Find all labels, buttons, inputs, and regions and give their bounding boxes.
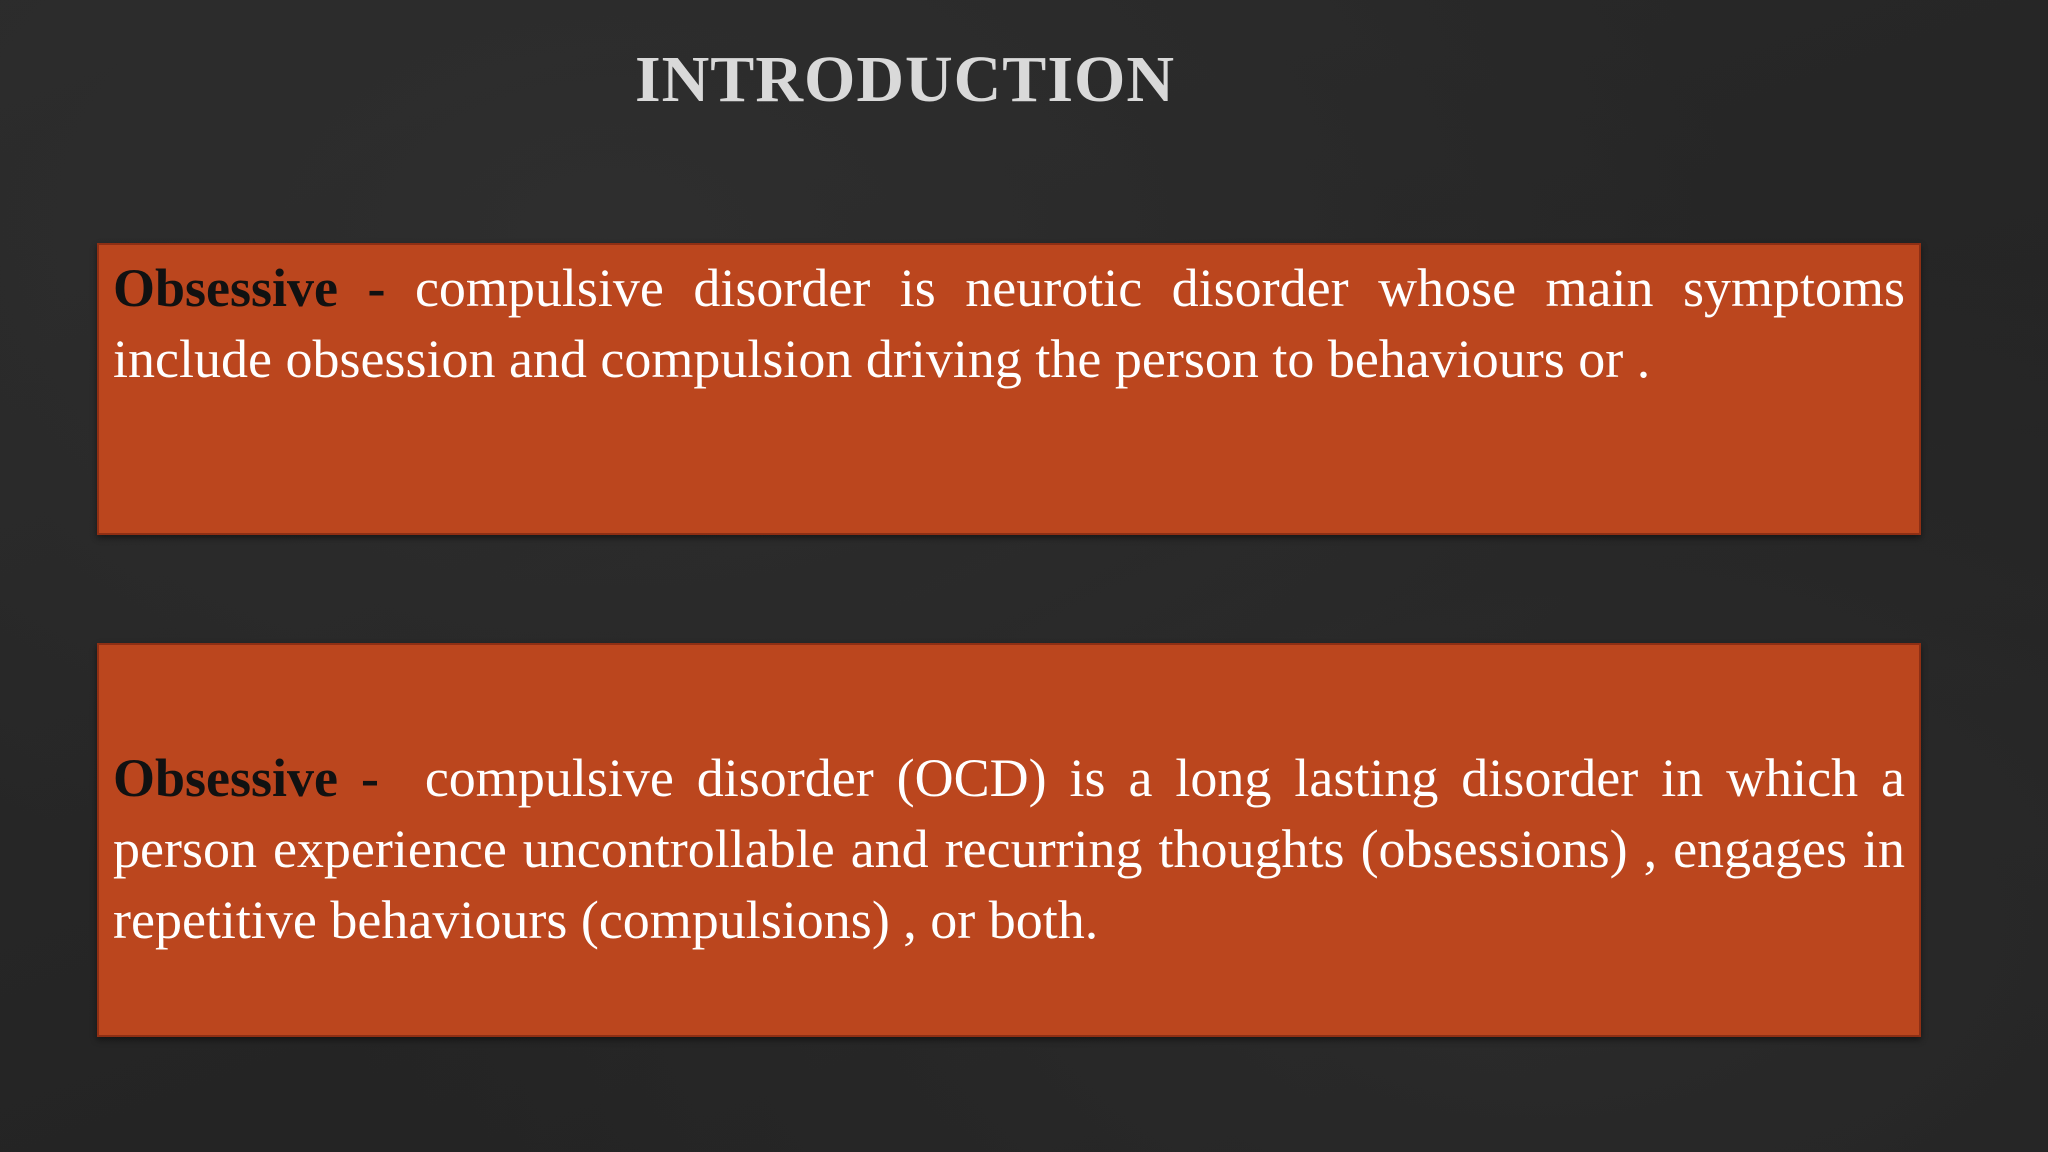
definition-2-text: compulsive disorder (OCD) is a long lasting disorder in which a person experience uncontrollable and recurring thoughts (obsessions) , engages in repetitive behaviours (compulsions) , or both. bbox=[113, 748, 1906, 950]
definition-box-2 bbox=[97, 643, 1921, 1037]
definition-2-term: Obsessive - bbox=[113, 748, 379, 808]
definition-box-1 bbox=[97, 243, 1921, 535]
slide-title: INTRODUCTION bbox=[634, 43, 1176, 116]
definition-2-paragraph bbox=[113, 743, 1905, 956]
definition-1-term: Obsessive - bbox=[113, 258, 386, 318]
definition-1-paragraph bbox=[113, 253, 1905, 395]
definition-1-text: compulsive disorder is neurotic disorder whose main symptoms include obsession and compulsion driving the person to behaviours or . bbox=[113, 258, 1905, 389]
